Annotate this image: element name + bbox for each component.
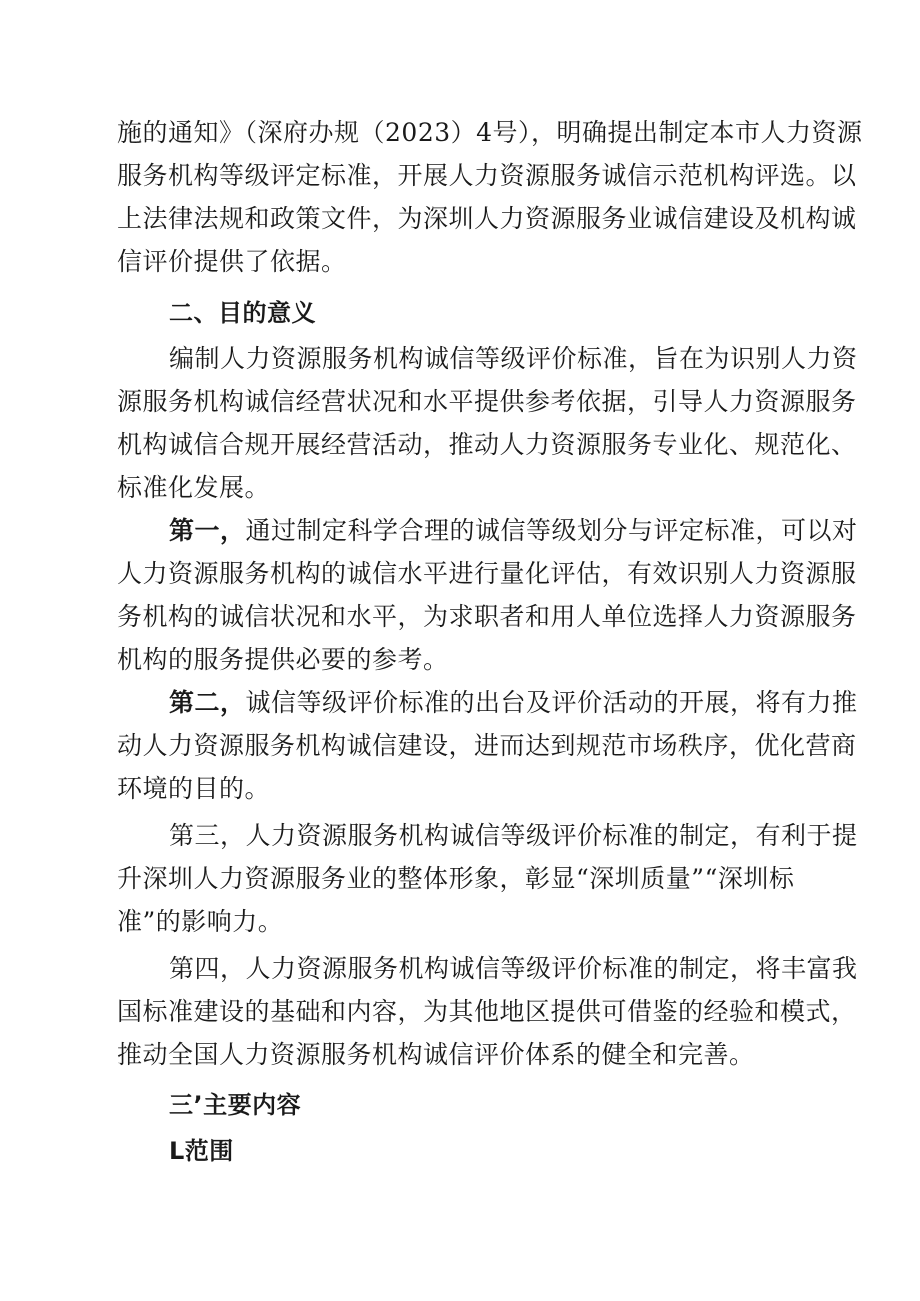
paragraph-line: 国标准建设的基础和内容，为其他地区提供可借鉴的经验和模式， — [117, 997, 857, 1026]
paragraph-lead: 第二， — [169, 688, 246, 717]
section-heading: 二、目的意义 — [169, 299, 316, 327]
paragraph-line: 源服务机构诚信经营状况和水平提供参考依据，引导人力资源服务 — [117, 387, 857, 416]
paragraph-line: 动人力资源服务机构诚信建设，进而达到规范市场秩序，优化营商 — [117, 731, 857, 760]
paragraph-line: 服务机构等级评定标准，开展人力资源服务诚信示范机构评选。以 — [117, 161, 857, 190]
paragraph-line: 推动全国人力资源服务机构诚信评价体系的健全和完善。 — [117, 1040, 755, 1069]
paragraph-line: 编制人力资源服务机构诚信等级评价标准，旨在为识别人力资 — [169, 344, 858, 373]
paragraph-line: 施的通知》（深府办规（2023）4号），明确提出制定本市人力资源 — [117, 118, 863, 147]
paragraph-line: 人力资源服务机构的诚信水平进行量化评估，有效识别人力资源服 — [117, 559, 857, 588]
paragraph-line — [169, 514, 858, 548]
subsection-heading: L范围 — [169, 1137, 234, 1165]
paragraph-line: 准”的影响力。 — [117, 907, 284, 936]
paragraph-line: 务机构的诚信状况和水平，为求职者和用人单位选择人力资源服务 — [117, 602, 857, 631]
paragraph-line: 上法律法规和政策文件，为深圳人力资源服务业诚信建设及机构诚 — [117, 204, 857, 233]
section-heading: 三’主要内容 — [169, 1091, 302, 1119]
paragraph-line: 信评价提供了依据。 — [117, 247, 347, 276]
paragraph-line: 标准化发展。 — [117, 473, 271, 502]
paragraph-line: 机构诚信合规开展经营活动，推动人力资源服务专业化、规范化、 — [117, 430, 857, 459]
paragraph-line: 环境的目的。 — [117, 774, 271, 803]
paragraph-line — [169, 686, 858, 720]
paragraph-lead: 第一， — [169, 516, 246, 545]
paragraph-line: 第四，人力资源服务机构诚信等级评价标准的制定，将丰富我 — [169, 954, 858, 983]
paragraph-line: 第三，人力资源服务机构诚信等级评价标准的制定，有利于提 — [169, 821, 858, 850]
paragraph-text: 诚信等级评价标准的出台及评价活动的开展，将有力推 — [245, 688, 858, 717]
paragraph-line: 升深圳人力资源服务业的整体形象，彰显“深圳质量”“深圳标 — [117, 864, 795, 893]
paragraph-text: 通过制定科学合理的诚信等级划分与评定标准，可以对 — [245, 516, 858, 545]
paragraph-line: 机构的服务提供必要的参考。 — [117, 645, 449, 674]
